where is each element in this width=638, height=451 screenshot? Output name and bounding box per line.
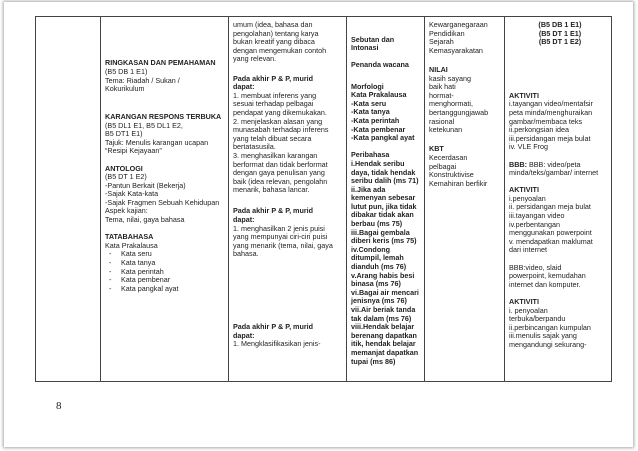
- section-heading: KARANGAN RESPONS TERBUKA: [105, 111, 222, 121]
- text-line: iv.perbentangan: [509, 219, 561, 229]
- text-line: iv. VLE Frog: [509, 142, 549, 152]
- text-line: minda/teks/gambar/ internet: [509, 168, 599, 178]
- text-line: BBB: BBB: video/peta: [509, 159, 581, 169]
- text-line: dibakar tidak akan: [351, 210, 414, 220]
- text-line: iii.Bagai gembala: [351, 227, 410, 237]
- text-line: Tema: Riadah / Sukan /: [105, 75, 180, 85]
- text-line: bahasa.: [233, 249, 259, 259]
- table-column-activities: [505, 17, 613, 381]
- text-line: peta minda/menghuraikan: [509, 107, 593, 117]
- text-line: (B5 DB 1 E1): [105, 66, 148, 76]
- text-line: (B5 DT 1 E2): [105, 172, 147, 182]
- text-line: -Sajak Fragmen Sebuah Kehidupan: [105, 197, 220, 207]
- text-line: bertatasusila.: [233, 142, 276, 152]
- table-column-content: [101, 17, 229, 381]
- text-line: seribu dalih (ms 71): [351, 176, 419, 186]
- table-column-1: [36, 17, 101, 381]
- document-page: [4, 2, 633, 447]
- activity-heading: AKTIVITI: [509, 185, 539, 195]
- text-line: binasa (ms 76): [351, 279, 401, 289]
- text-line: iii.tayangan video: [509, 211, 565, 221]
- code-line: (B5 DT 1 E1): [538, 28, 582, 38]
- objective-heading: dapat:: [233, 82, 255, 92]
- text-line: yang telah dibuat secara: [233, 133, 312, 143]
- text-line: ditumpil, lemah: [351, 253, 404, 263]
- text-line: Pendidikan: [429, 28, 465, 38]
- text-line: yang relevan.: [233, 54, 277, 64]
- text-line: ii.perbincangan kumpulan: [509, 322, 591, 332]
- text-line: Tajuk: Menulis karangan ucapan: [105, 137, 209, 147]
- section-heading: NILAI: [429, 64, 448, 74]
- text-line: v.Arang habis besi: [351, 270, 415, 280]
- list-item: - Kata seru: [109, 249, 152, 259]
- list-item: - Kata pembenar: [109, 275, 171, 285]
- text-line: menghormati,: [429, 99, 473, 109]
- text-line: yang menarik (tema, nilai, gaya: [233, 240, 333, 250]
- text-line: -Sajak Kata-kata: [105, 189, 159, 199]
- objective-heading: Pada akhir P & P, murid: [233, 206, 314, 216]
- text-line: berbau (ms 75): [351, 219, 403, 229]
- code-line: (B5 DB 1 E1): [538, 20, 582, 29]
- section-heading: TATABAHASA: [105, 232, 154, 242]
- text-line: v. mendapatkan maklumat: [509, 236, 593, 246]
- text-line: mengandungi sekurang-: [509, 339, 587, 349]
- text-line: ii.Jika ada: [351, 184, 386, 194]
- text-line: powerpoint, kemudahan: [509, 271, 586, 281]
- activity-heading: AKTIVITI: [509, 90, 539, 100]
- text-line: internet dan komputer.: [509, 279, 581, 289]
- text-line: hormat-: [429, 90, 454, 100]
- text-line: iii.menulis sajak yang: [509, 331, 577, 341]
- text-line: berformat dan tidak berformat: [233, 159, 328, 169]
- text-line: tupai (ms 86): [351, 356, 396, 366]
- lesson-plan-table: [35, 16, 612, 382]
- text-line: kasih sayang: [429, 73, 471, 83]
- text-line: (B5 DL1 E1, B5 DL1 E2,: [105, 120, 183, 130]
- text-line: iv.Condong: [351, 244, 390, 254]
- text-line: Kata Prakalausa: [351, 90, 407, 100]
- text-line: i.Hendak seribu: [351, 158, 405, 168]
- objective-heading: dapat:: [233, 330, 255, 340]
- text-line: -Kata tanya: [351, 107, 390, 117]
- text-line: dengan mengemukan contoh: [233, 45, 327, 55]
- text-line: rasional: [429, 116, 455, 126]
- text-line: Sebutan dan: [351, 34, 395, 44]
- text-line: Tema, nilai, gaya bahasa: [105, 215, 185, 225]
- section-heading: RINGKASAN DAN PEMAHAMAN: [105, 58, 216, 68]
- text-line: terbuka/berpandu: [509, 314, 566, 324]
- text-line: 1. Mengklasifikasikan jenis-: [233, 339, 321, 349]
- text-line: Morfologi: [351, 81, 384, 91]
- text-line: berenang dapatkan: [351, 330, 417, 340]
- text-line: BBB:video, slaid: [509, 262, 562, 272]
- text-line: Kata Prakalausa: [105, 240, 158, 250]
- text-line: “Resipi Kejayaan”: [105, 146, 162, 156]
- text-line: iii.persidangan meja bulat: [509, 133, 591, 143]
- text-line: yang mempunyai ciri-ciri puisi: [233, 232, 328, 242]
- text-line: pendapat yang dikemukakan.: [233, 107, 327, 117]
- section-heading: KBT: [429, 144, 444, 154]
- list-item: - Kata perintah: [109, 266, 164, 276]
- text-line: tak dalam (ms 76): [351, 313, 412, 323]
- objective-heading: Pada akhir P & P, murid: [233, 322, 314, 332]
- text-line: baik hati: [429, 82, 456, 92]
- text-line: i. penyoalan: [509, 305, 548, 315]
- text-line: menggunakan powerpoint: [509, 228, 592, 238]
- text-line: Kemahiran berfikir: [429, 178, 488, 188]
- text-line: ii.perkongsian idea: [509, 125, 569, 135]
- text-line: munasabah terhadap inferens: [233, 125, 329, 135]
- text-line: bertanggungjawab: [429, 107, 489, 117]
- text-line: Aspek kajian:: [105, 206, 148, 216]
- text-line: lutut pun, jika tidak: [351, 201, 417, 211]
- text-line: menarik, bahasa lancar.: [233, 185, 310, 195]
- text-line: sesuai terhadap pelbagai: [233, 99, 314, 109]
- text-line: 1. menghasilkan 2 jenis puisi: [233, 223, 325, 233]
- text-line: Kecerdasan: [429, 152, 468, 162]
- text-line: Konstruktivise: [429, 170, 474, 180]
- text-line: Intonasi: [351, 43, 379, 53]
- text-line: Kokurikulum: [105, 84, 145, 94]
- page-number: 8: [56, 400, 62, 412]
- text-line: dianduh (ms 76): [351, 262, 407, 272]
- text-line: B5 DT1 E1): [105, 129, 143, 139]
- text-line: kemenyan sebesar: [351, 193, 416, 203]
- text-line: -Kata pangkal ayat: [351, 133, 415, 143]
- text-line: vii.Air beriak tanda: [351, 305, 416, 314]
- text-line: diberi keris (ms 75): [351, 236, 417, 246]
- text-line: Kemasyarakatan: [429, 45, 483, 55]
- text-line: Penanda wacana: [351, 60, 409, 70]
- text-line: Kewarganegaraan: [429, 20, 488, 29]
- text-line: jenisnya (ms 76): [351, 296, 407, 306]
- text-line: viii.Hendak belajar: [351, 322, 415, 332]
- text-line: daya, tidak hendak: [351, 167, 416, 177]
- text-line: 3. menghasilkan karangan: [233, 150, 318, 160]
- list-item: - Kata pangkal ayat: [109, 283, 179, 293]
- text-line: ketekunan: [429, 125, 463, 135]
- text-line: 1. membuat inferens yang: [233, 90, 317, 100]
- text-line: bukan kreatif yang dibaca: [233, 37, 315, 47]
- objective-heading: dapat:: [233, 215, 255, 225]
- table-column-skills: [347, 17, 425, 381]
- text-line: memanjat dapatkan: [351, 347, 419, 357]
- section-heading: ANTOLOGI: [105, 163, 143, 173]
- text-line: -Pantun Berkait (Bekerja): [105, 180, 186, 190]
- text-line: umum (idea, bahasa dan: [233, 20, 313, 29]
- list-item: - Kata tanya: [109, 258, 156, 268]
- text-line: Peribahasa: [351, 150, 390, 160]
- text-line: -Kata seru: [351, 98, 387, 108]
- text-line: Sejarah: [429, 37, 454, 47]
- text-line: i.tayangan video/mentafsir: [509, 99, 593, 109]
- text-line: 2. menjelaskan alasan yang: [233, 116, 323, 126]
- activity-heading: AKTIVITI: [509, 297, 539, 306]
- text-line: dari internet: [509, 245, 547, 255]
- text-line: -Kata pembenar: [351, 124, 406, 134]
- text-line: i.penyoalan: [509, 193, 546, 203]
- text-line: ii. persidangan meja bulat: [509, 202, 591, 212]
- text-line: pengolahan) tentang karya: [233, 28, 319, 38]
- objective-heading: Pada akhir P & P, murid: [233, 73, 314, 83]
- text-line: baik (idea relevan, pengolahn: [233, 176, 328, 186]
- table-column-values: [425, 17, 505, 381]
- table-column-objectives: [229, 17, 347, 381]
- text-line: itik, hendak belajar: [351, 339, 416, 349]
- text-line: gambar/membaca teks: [509, 116, 583, 126]
- text-line: dengan gaya penulisan yang: [233, 168, 325, 178]
- text-line: pelbagai: [429, 161, 457, 171]
- code-line: (B5 DT 1 E2): [538, 37, 582, 47]
- text-line: -Kata perintah: [351, 115, 400, 125]
- text-line: vi.Bagai air mencari: [351, 287, 419, 297]
